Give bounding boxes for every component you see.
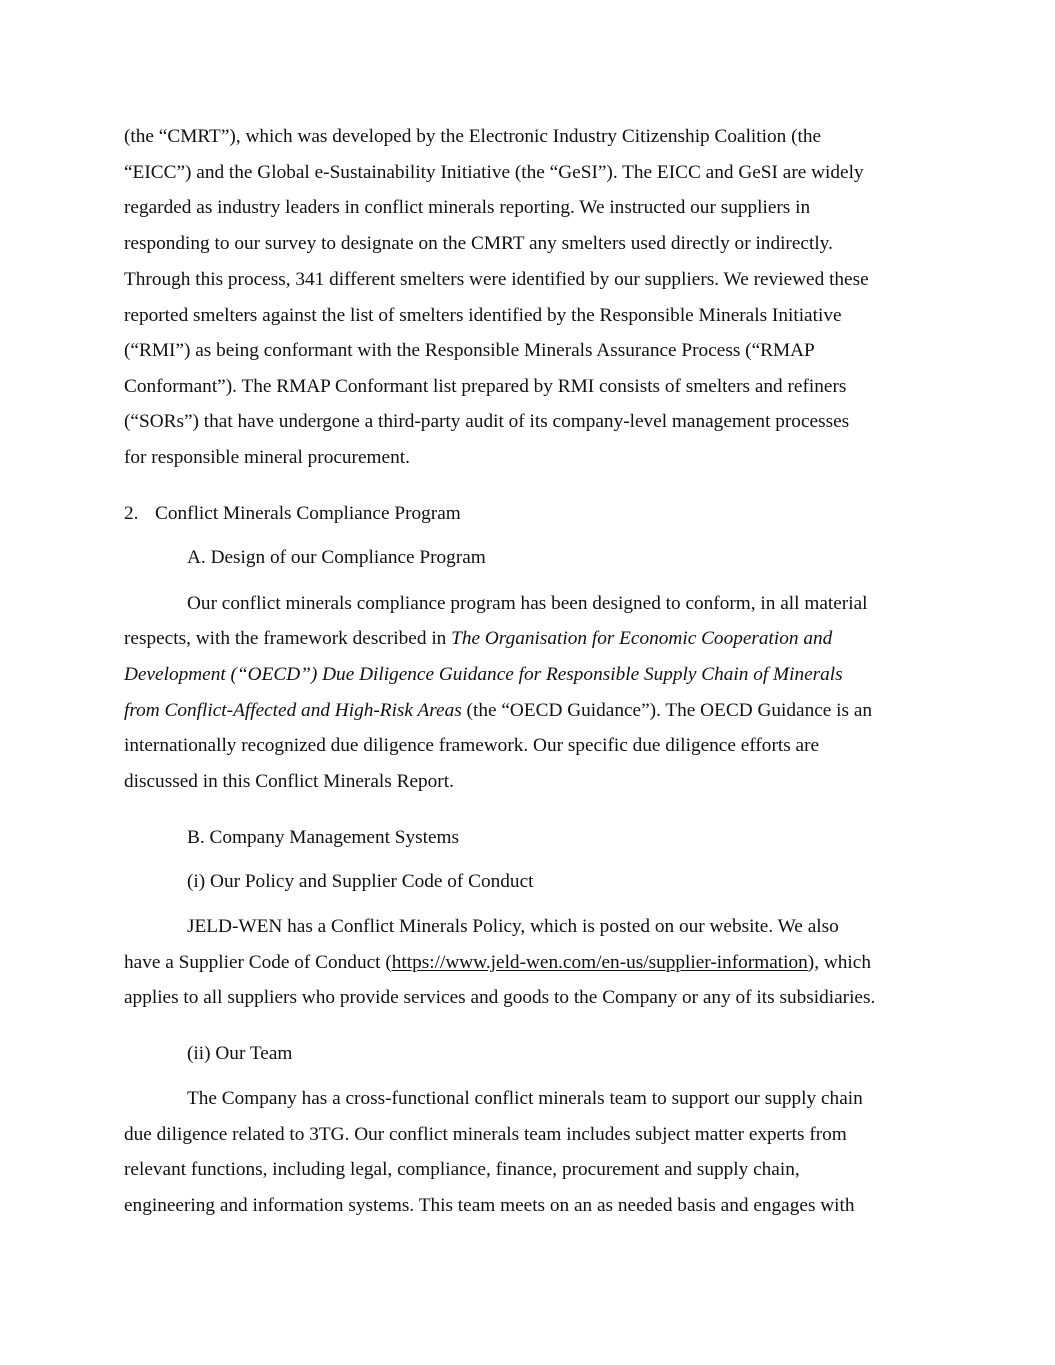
paragraph-line: applies to all suppliers who provide services and goods to the Company or any of its subsidiaries. [124, 987, 876, 1008]
paragraph-line [124, 951, 871, 975]
paragraph-line: relevant functions, including legal, compliance, finance, procurement and supply chain, [124, 1159, 800, 1180]
paragraph-line: internationally recognized due diligence framework. Our specific due diligence efforts are [124, 735, 820, 756]
paragraph-line: (“RMI”) as being conformant with the Responsible Minerals Assurance Process (“RMAP [124, 340, 815, 361]
paragraph-line: regarded as industry leaders in conflict minerals reporting. We instructed our suppliers in [124, 197, 811, 218]
paragraph-line: “EICC”) and the Global e-Sustainability Initiative (the “GeSI”). The EICC and GeSI are widely [124, 162, 864, 183]
text-run: ), which [807, 952, 871, 973]
paragraph-line [124, 627, 832, 651]
text-run: (the “OECD Guidance”). The OECD Guidance is an [461, 700, 873, 721]
section-2-heading [124, 502, 461, 526]
paragraph-line: Through this process, 341 different smelters were identified by our suppliers. We reviewed these [124, 269, 869, 290]
subsection-i-heading: (i) Our Policy and Supplier Code of Conduct [187, 871, 534, 892]
paragraph-line: Our conflict minerals compliance program has been designed to conform, in all material [187, 593, 868, 614]
oecd-title-italic: from Conflict-Affected and High-Risk Areas [124, 700, 462, 721]
supplier-information-link[interactable]: https://www.jeld-wen.com/en-us/supplier-information [391, 952, 808, 973]
text-run: respects, with the framework described in [124, 628, 452, 649]
paragraph-line: engineering and information systems. This team meets on an as needed basis and engages with [124, 1195, 855, 1216]
text-run: have a Supplier Code of Conduct ( [124, 952, 392, 973]
paragraph-line: The Company has a cross-functional conflict minerals team to support our supply chain [187, 1088, 863, 1109]
paragraph-line: (“SORs”) that have undergone a third-party audit of its company-level management processes [124, 411, 850, 432]
paragraph-line: responding to our survey to designate on the CMRT any smelters used directly or indirectly. [124, 233, 833, 254]
oecd-title-italic: The Organisation for Economic Cooperation and [451, 628, 833, 649]
paragraph-line: JELD-WEN has a Conflict Minerals Policy, which is posted on our website. We also [187, 916, 839, 937]
oecd-title-italic: Development (“OECD”) Due Diligence Guidance for Responsible Supply Chain of Minerals [124, 664, 843, 685]
section-b-heading: B. Company Management Systems [187, 827, 460, 848]
paragraph-line: (the “CMRT”), which was developed by the Electronic Industry Citizenship Coalition (the [124, 126, 822, 147]
section-number: 2. [124, 503, 139, 524]
subsection-ii-heading: (ii) Our Team [187, 1043, 293, 1064]
section-a-heading: A. Design of our Compliance Program [187, 547, 486, 568]
paragraph-line: Conformant”). The RMAP Conformant list prepared by RMI consists of smelters and refiners [124, 376, 847, 397]
paragraph-line [124, 699, 872, 723]
paragraph-line: discussed in this Conflict Minerals Report. [124, 771, 454, 792]
paragraph-line: reported smelters against the list of smelters identified by the Responsible Minerals Initiative [124, 305, 842, 326]
section-title: Conflict Minerals Compliance Program [155, 503, 461, 524]
paragraph-line: for responsible mineral procurement. [124, 447, 410, 468]
paragraph-line: due diligence related to 3TG. Our conflict minerals team includes subject matter experts from [124, 1124, 847, 1145]
